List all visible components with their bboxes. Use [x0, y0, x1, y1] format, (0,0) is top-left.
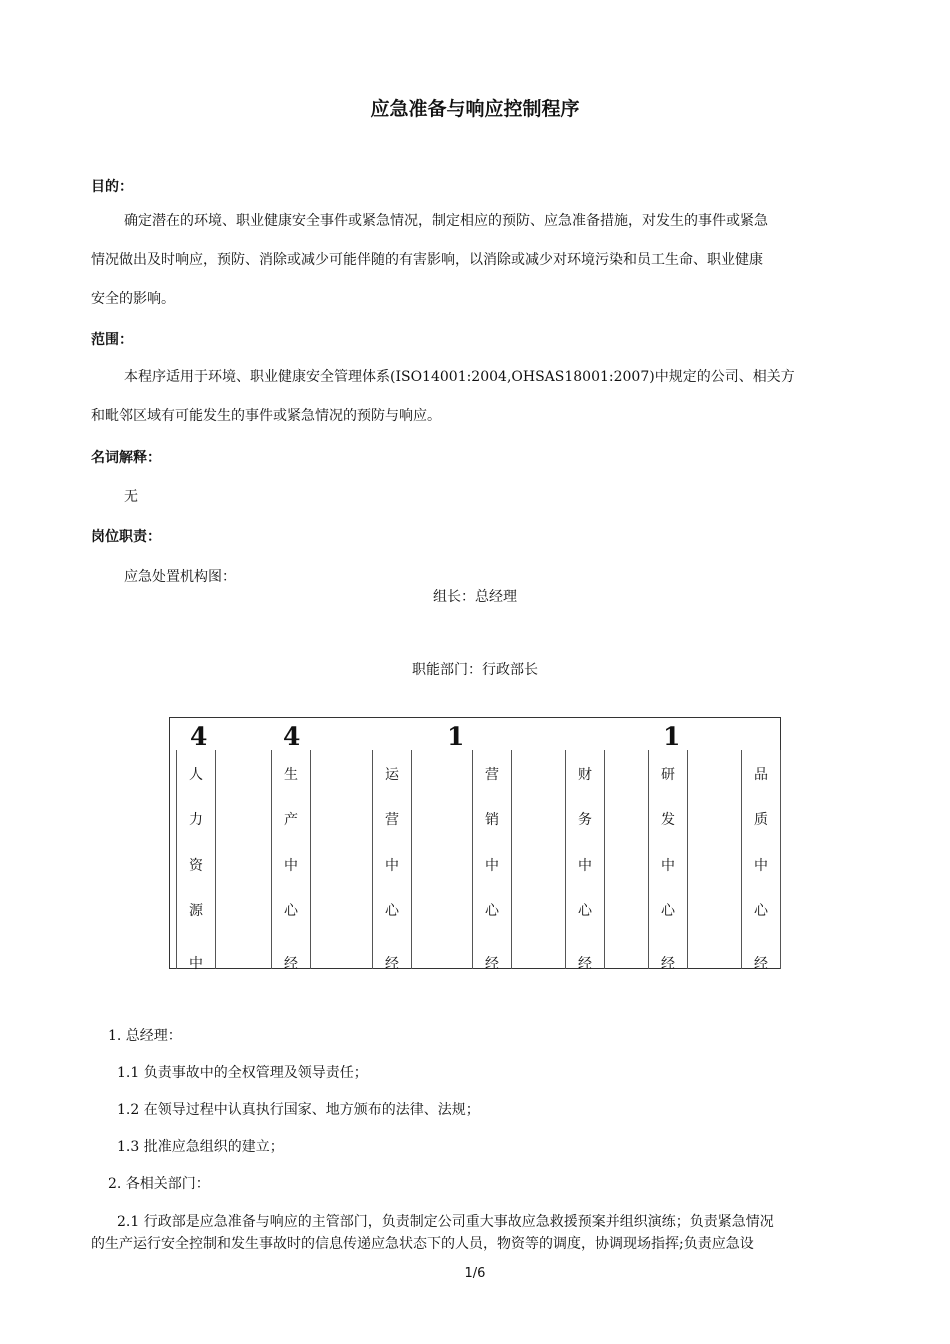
- scope-line-1: 本程序适用于环境、职业健康安全管理体系(ISO14001:2004,OHSAS18001:2007)中规定的公司、相关方: [124, 369, 795, 385]
- org-leader: 组长：总经理: [433, 589, 517, 605]
- org-column-char: 质: [754, 812, 768, 828]
- scope-heading: 范围：: [91, 332, 133, 348]
- org-number: 1: [663, 722, 681, 751]
- org-column-char: 品: [754, 767, 768, 783]
- org-column-char: 务: [578, 812, 592, 828]
- purpose-line-1: 确定潜在的环境、职业健康安全事件或紧急情况，制定相应的预防、应急准备措施，对发生的事件或紧急: [124, 213, 768, 229]
- org-number: 1: [447, 722, 465, 751]
- org-column-char: 中: [661, 858, 675, 874]
- org-column-char: 中: [578, 858, 592, 874]
- org-column-char: 中: [485, 858, 499, 874]
- org-column-char: 心: [485, 903, 499, 919]
- page-number: 1/6: [464, 1266, 486, 1281]
- terms-heading: 名词解释：: [91, 450, 161, 466]
- org-column-char: 产: [284, 812, 298, 828]
- org-column-char: 中: [189, 956, 203, 972]
- purpose-heading: 目的：: [91, 179, 133, 195]
- org-column-char: 心: [385, 903, 399, 919]
- list-item-1: 1. 总经理：: [108, 1028, 182, 1044]
- purpose-line-3: 安全的影响。: [91, 291, 175, 307]
- org-column-char: 经: [754, 956, 768, 972]
- org-column-char: 生: [284, 767, 298, 783]
- org-column-char: 销: [485, 812, 499, 828]
- org-number: 4: [190, 722, 208, 751]
- duties-heading: 岗位职责：: [91, 529, 161, 545]
- org-column-char: 中: [385, 858, 399, 874]
- list-item-1-3: 1.3 批准应急组织的建立；: [117, 1139, 284, 1155]
- org-column-char: 发: [661, 812, 675, 828]
- org-column-char: 人: [189, 767, 203, 783]
- list-item-1-1: 1.1 负责事故中的全权管理及领导责任；: [117, 1065, 368, 1081]
- org-column-char: 经: [284, 956, 298, 972]
- list-item-2: 2. 各相关部门：: [108, 1176, 210, 1192]
- org-column-char: 资: [189, 858, 203, 874]
- document-title: 应急准备与响应控制程序: [370, 98, 580, 120]
- list-item-2-1-line-2: 的生产运行安全控制和发生事故时的信息传递应急状态下的人员，物资等的调度，协调现场指挥;负责应急设: [91, 1236, 754, 1252]
- org-chart-label: 应急处置机构图：: [124, 569, 236, 585]
- org-column-char: 心: [754, 903, 768, 919]
- terms-text: 无: [124, 489, 138, 505]
- org-column-char: 心: [284, 903, 298, 919]
- org-column-char: 心: [661, 903, 675, 919]
- org-column-char: 中: [284, 858, 298, 874]
- org-column-char: 中: [754, 858, 768, 874]
- org-column-char: 研: [661, 767, 675, 783]
- org-column-char: 营: [385, 812, 399, 828]
- list-item-2-1-line-1: 2.1 行政部是应急准备与响应的主管部门，负责制定公司重大事故应急救援预案并组织演练；负责紧急情况: [117, 1214, 774, 1230]
- org-dept: 职能部门：行政部长: [412, 662, 538, 678]
- list-item-1-2: 1.2 在领导过程中认真执行国家、地方颁布的法律、法规；: [117, 1102, 480, 1118]
- purpose-line-2: 情况做出及时响应，预防、消除或减少可能伴随的有害影响，以消除或减少对环境污染和员工生命、职业健康: [91, 252, 763, 268]
- org-column-char: 源: [189, 903, 203, 919]
- org-column-char: 力: [189, 812, 203, 828]
- scope-line-2: 和毗邻区域有可能发生的事件或紧急情况的预防与响应。: [91, 408, 441, 424]
- org-column-char: 财: [578, 767, 592, 783]
- org-column-char: 营: [485, 767, 499, 783]
- org-column-char: 心: [578, 903, 592, 919]
- org-number: 4: [283, 722, 301, 751]
- org-column-char: 经: [578, 956, 592, 972]
- org-column-char: 经: [385, 956, 399, 972]
- org-column-char: 经: [485, 956, 499, 972]
- org-column-char: 经: [661, 956, 675, 972]
- org-column-char: 运: [385, 767, 399, 783]
